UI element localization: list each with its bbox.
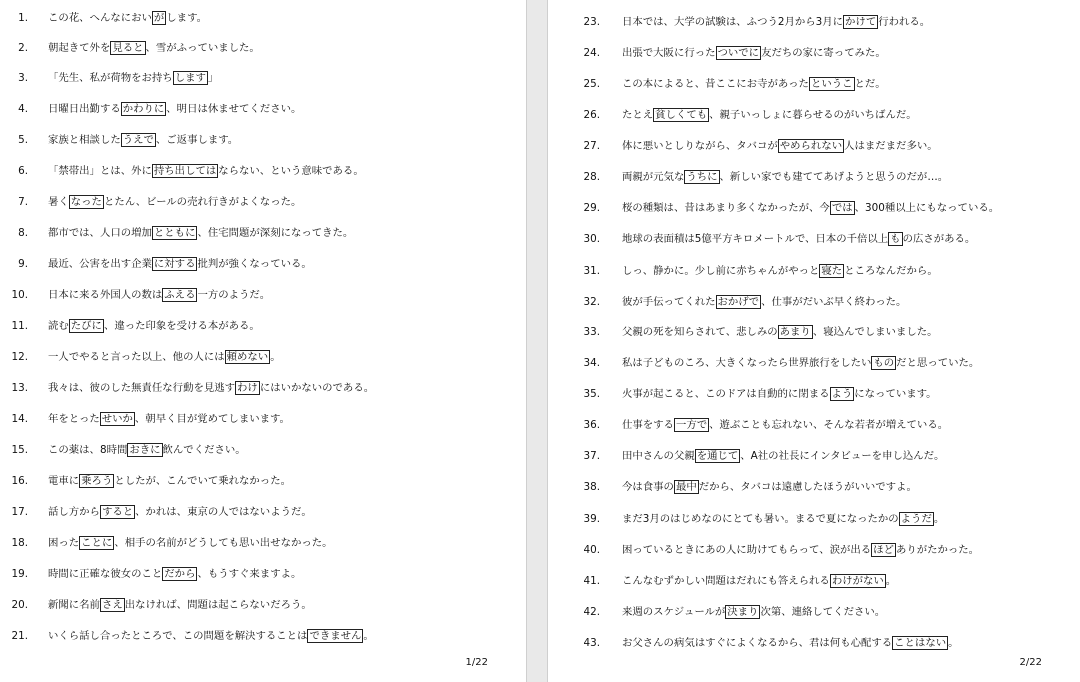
question-number: 9. [18,258,28,270]
question-number: 12. [11,351,28,363]
question-text [48,192,301,212]
question-text [48,223,353,243]
text-after-answer: 。 [885,575,897,587]
text-after-answer: 飲んでください。 [162,444,246,456]
question-item [0,99,526,119]
text-after-answer: ならない、という意味である。 [218,165,364,177]
text-after-answer: 、仕事がだいぶ早く終わった。 [761,296,907,308]
boxed-answer: さえ [101,599,123,611]
boxed-answer: だから [164,568,196,580]
text-before-answer: 地球の表面積は5億平方キロメートルで、日本の千倍以上 [622,233,889,245]
text-after-answer: 批判が強くなっている。 [197,258,312,270]
question-text [48,161,364,181]
question-text [622,384,937,404]
text-before-answer: 「禁帯出」とは、外に [48,165,152,177]
text-before-answer: 最近、公害を出す企業 [48,258,152,270]
text-after-answer: 行われる。 [878,16,931,28]
question-number: 3. [18,72,28,84]
text-after-answer: 、明日は休ませてください。 [166,103,302,115]
question-item [548,477,1080,497]
question-number: 13. [11,382,28,394]
text-before-answer: 我々は、彼のした無責任な行動を見逃す [48,382,236,394]
question-text [48,254,312,274]
question-text [622,353,979,373]
boxed-answer: します [174,72,206,84]
text-after-answer: 、住宅問題が深刻になってきた。 [197,227,354,239]
text-before-answer: 「先生、私が荷物をお持ち [48,72,173,84]
text-after-answer: だから、タバコは遠慮したほうがいいですよ。 [698,481,917,493]
boxed-answer: を通じて [696,450,739,462]
question-item [0,440,526,460]
question-number: 24. [583,47,600,59]
text-before-answer: 都市では、人口の増加 [48,227,152,239]
question-item [548,571,1080,591]
question-item [548,136,1080,156]
question-text [622,540,979,560]
text-after-answer: 。 [933,513,945,525]
text-after-answer: 人はまだまだ多い。 [844,140,938,152]
text-after-answer: 、ご返事します。 [155,134,239,146]
text-before-answer: 家族と相談した [48,134,121,146]
question-number: 4. [18,103,28,115]
question-text [48,99,301,119]
text-before-answer: 火事が起こると、このドアは自動的に閉まる [622,388,830,400]
question-text [48,502,312,522]
question-item [548,602,1080,622]
question-text [622,322,938,342]
text-before-answer: この本によると、昔ここにお寺があった [622,78,809,90]
question-item [0,378,526,398]
question-number: 16. [11,475,28,487]
question-text [622,167,948,187]
question-text [48,68,218,88]
question-item [0,595,526,615]
text-after-answer: ところなんだから。 [844,265,938,277]
question-text [622,477,917,497]
boxed-answer: が [153,12,165,24]
question-number: 39. [583,513,600,525]
question-number: 41. [583,575,600,587]
text-after-answer: 。 [363,630,374,642]
text-after-answer: 。 [270,351,281,363]
question-number: 29. [583,202,600,214]
question-text [622,415,948,435]
question-item [0,8,526,28]
text-after-answer: としたが、こんでいて乗れなかった。 [114,475,291,487]
boxed-answer: 貧しくても [655,109,708,121]
text-before-answer: 日本に来る外国人の数は [48,289,163,301]
question-number: 36. [583,419,600,431]
text-before-answer: 体に悪いとしりながら、タバコが [622,140,778,152]
text-before-answer: 両親が元気な [622,171,685,183]
text-after-answer: だと思っていた。 [896,357,980,369]
question-item [548,322,1080,342]
question-text [622,446,944,466]
question-item [548,415,1080,435]
question-item [0,502,526,522]
question-item [548,446,1080,466]
text-before-answer: 仕事をする [622,419,674,431]
text-before-answer: 私は子どものころ、大きくなったら世界旅行をしたい [622,357,872,369]
question-item [548,633,1080,653]
question-number: 43. [583,637,600,649]
text-after-answer: 。 [948,637,959,649]
text-before-answer: 困った [48,537,80,549]
question-number: 18. [11,537,28,549]
text-after-answer: 」 [207,72,219,84]
question-text [622,12,930,32]
question-number: 37. [583,450,600,462]
boxed-answer: ふえる [164,289,196,301]
text-after-answer: とだ。 [854,78,886,90]
text-before-answer: 彼が手伝ってくれた [622,296,716,308]
question-item [0,626,526,646]
text-before-answer: 電車に [48,475,80,487]
text-after-answer: 、雪がふっていました。 [145,42,260,54]
question-text [622,198,999,218]
question-text [622,229,975,249]
text-after-answer: 、違った印象を受ける本がある。 [103,320,260,332]
question-item [0,533,526,553]
boxed-answer: 一方で [675,419,708,431]
boxed-answer: ことに [81,537,113,549]
question-text [48,564,301,584]
boxed-answer: あまり [779,326,811,338]
boxed-answer: 持ち出しては [153,165,217,177]
boxed-answer: ことはない [894,637,947,649]
text-before-answer: 一人でやると言った以上、他の人には [48,351,225,363]
boxed-answer: も [890,233,901,245]
text-after-answer: 、相手の名前がどうしても思い出せなかった。 [114,537,333,549]
question-text [622,292,906,312]
question-text [622,602,885,622]
text-before-answer: 暑く [48,196,69,208]
question-item [0,161,526,181]
question-text [48,8,207,28]
boxed-answer: たびに [70,320,102,332]
text-after-answer: にはいかないのである。 [259,382,375,394]
question-number: 1. [18,12,28,24]
boxed-answer: かけて [845,16,877,28]
question-item [0,564,526,584]
text-after-answer: 、新しい家でも建ててあげようと思うのだが…。 [719,171,949,183]
question-item [548,292,1080,312]
boxed-answer: わけ [237,382,258,394]
text-before-answer: 出張で大阪に行った [622,47,716,59]
page-gutter [527,0,547,682]
text-before-answer: この薬は、8時間 [48,444,128,456]
text-before-answer: 日曜日出勤する [48,103,121,115]
boxed-answer: かわりに [122,103,165,115]
boxed-answer: せいか [101,413,133,425]
text-before-answer: 読む [48,320,69,332]
text-before-answer: 今は食事の [622,481,674,493]
question-number: 7. [18,196,28,208]
question-number: 32. [583,296,600,308]
boxed-answer: よう [831,388,853,400]
boxed-answer: 見ると [112,42,144,54]
question-item [0,130,526,150]
question-item [0,192,526,212]
question-text [48,38,260,58]
question-text [48,533,333,553]
question-item [548,384,1080,404]
question-text [622,136,938,156]
text-before-answer: 桜の種類は、昔はあまり多くなかったが、今 [622,202,830,214]
text-after-answer: 、もうすぐ来ますよ。 [197,568,302,580]
question-number: 10. [11,289,28,301]
question-text [48,378,374,398]
text-after-answer: 次第、連絡してください。 [760,606,886,618]
text-before-answer: しっ、静かに。少し前に赤ちゃんがやっと [622,265,820,277]
question-number: 5. [18,134,28,146]
text-after-answer: 、遊ぶことも忘れない、そんな若者が増えている。 [709,419,949,431]
boxed-answer: 乗ろう [81,475,113,487]
text-before-answer: 困っているときにあの人に助けてもらって、涙が出る [622,544,872,556]
question-item [0,316,526,336]
question-number: 35. [583,388,600,400]
boxed-answer: わけがない [831,575,884,587]
text-before-answer: 田中さんの父親 [622,450,695,462]
question-item [0,409,526,429]
text-after-answer: とたん、ビールの売れ行きがよくなった。 [103,196,302,208]
question-item [0,471,526,491]
text-before-answer: 時間に正確な彼女のこと [48,568,163,580]
text-after-answer: 一方のようだ。 [197,289,271,301]
question-number: 14. [11,413,28,425]
question-item [0,254,526,274]
text-after-answer: 、寝込んでしまいました。 [812,326,938,338]
question-number: 40. [583,544,600,556]
question-number: 2. [18,42,28,54]
text-after-answer: 、かれは、東京の人ではないようだ。 [135,506,312,518]
boxed-answer: では [831,202,853,214]
question-item [548,261,1080,281]
boxed-answer: ついでに [717,47,760,59]
question-text [48,471,291,491]
question-number: 21. [11,630,28,642]
boxed-answer: おかげで [717,296,760,308]
question-number: 19. [11,568,28,580]
question-text [48,626,374,646]
question-text [622,74,886,94]
boxed-answer: すると [101,506,134,518]
question-text [48,130,238,150]
text-after-answer: 、300種以上にもなっている。 [854,202,1000,214]
question-item [548,198,1080,218]
question-number: 42. [583,606,600,618]
text-before-answer: 話し方から [48,506,100,518]
text-after-answer: 友だちの家に寄ってみた。 [761,47,886,59]
question-number: 27. [583,140,600,152]
boxed-answer: ほど [873,544,894,556]
text-before-answer: 父親の死を知らされて、悲しみの [622,326,778,338]
question-item [0,38,526,58]
boxed-answer: なった [70,196,102,208]
question-number: 38. [583,481,600,493]
boxed-answer: 最中 [675,481,697,493]
question-item [548,229,1080,249]
question-item [548,74,1080,94]
boxed-answer: 頼めない [226,351,269,363]
question-number: 31. [583,265,600,277]
boxed-answer: おきに [129,444,161,456]
text-before-answer: 来週のスケジュールが [622,606,726,618]
text-after-answer: の広さがある。 [902,233,976,245]
text-after-answer: 出なければ、問題は起こらないだろう。 [124,599,312,611]
text-after-answer: します。 [166,12,208,24]
text-before-answer: 日本では、大学の試験は、ふつう2月から3月に [622,16,844,28]
text-before-answer: こんなむずかしい問題はだれにも答えられる [622,575,830,587]
question-number: 8. [18,227,28,239]
question-text [622,509,944,529]
boxed-answer: とともに [153,227,196,239]
question-text [48,316,260,336]
text-before-answer: 新聞に名前 [48,599,100,611]
text-before-answer: 年をとった [48,413,100,425]
boxed-answer: 決まり [727,606,759,618]
boxed-answer: もの [873,357,895,369]
question-number: 6. [18,165,28,177]
boxed-answer: うえで [122,134,154,146]
question-number: 28. [583,171,600,183]
boxed-answer: に対する [153,258,196,270]
boxed-answer: 寝た [821,265,843,277]
document-page-1 [0,0,527,682]
question-text [48,409,290,429]
text-after-answer: になっています。 [854,388,937,400]
boxed-answer: というこ [810,78,853,90]
question-number: 17. [11,506,28,518]
text-before-answer: まだ3月のはじめなのにとても暑い。まるで夏になったかの [622,513,899,525]
question-number: 30. [583,233,600,245]
text-before-answer: この花、へんなにおい [48,12,152,24]
page-number: 1/22 [465,657,488,668]
question-number: 11. [11,320,28,332]
text-before-answer: たとえ [622,109,654,121]
question-text [622,105,917,125]
text-after-answer: ありがたかった。 [895,544,980,556]
question-item [0,285,526,305]
question-item [0,223,526,243]
question-number: 25. [583,78,600,90]
question-number: 26. [583,109,600,121]
question-text [48,347,281,367]
question-number: 23. [583,16,600,28]
question-text [48,440,246,460]
text-before-answer: お父さんの病気はすぐによくなるから、君は何も心配する [622,637,893,649]
question-item [548,105,1080,125]
question-number: 20. [11,599,28,611]
text-after-answer: 、朝早く目が覚めてしまいます。 [134,413,290,425]
question-text [48,595,312,615]
document-page-2 [547,0,1080,682]
question-text [48,285,270,305]
page-number: 2/22 [1019,657,1042,668]
question-number: 33. [583,326,600,338]
question-text [622,43,886,63]
boxed-answer: うちに [686,171,718,183]
question-item [548,43,1080,63]
question-item [0,347,526,367]
question-number: 34. [583,357,600,369]
question-text [622,571,896,591]
question-item [548,167,1080,187]
text-before-answer: 朝起きて外を [48,42,111,54]
text-after-answer: 、A社の社長にインタビューを申し込んだ。 [740,450,945,462]
boxed-answer: やめられない [779,140,843,152]
boxed-answer: ようだ [900,513,932,525]
question-number: 15. [11,444,28,456]
question-item [0,68,526,88]
question-item [548,540,1080,560]
question-text [622,633,959,653]
text-before-answer: いくら話し合ったところで、この問題を解決することは [48,630,308,642]
question-item [548,12,1080,32]
text-after-answer: 、親子いっしょに暮らせるのがいちばんだ。 [709,109,917,121]
question-item [548,353,1080,373]
question-text [622,261,938,281]
boxed-answer: できません [309,630,362,642]
question-item [548,509,1080,529]
